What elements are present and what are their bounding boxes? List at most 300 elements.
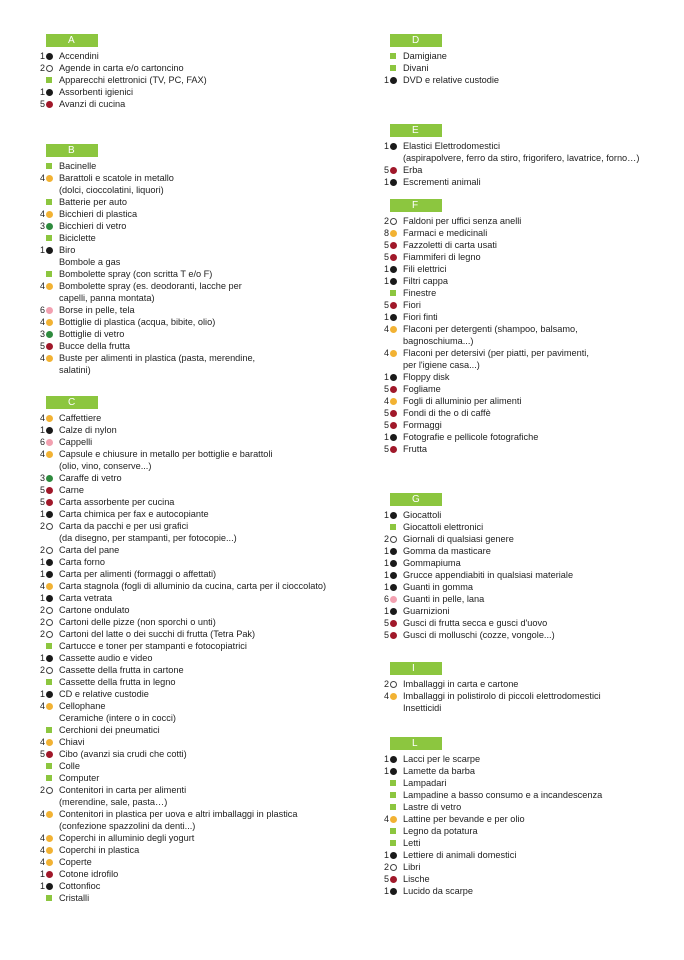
category-number: 4 [39,581,45,591]
category-number: 1 [383,75,389,85]
black-dot-icon [390,143,397,150]
list-item [36,772,346,784]
item-label: Lucido da scarpe [403,886,473,896]
pink-dot-icon [46,439,53,446]
item-label: per l'igiene casa...) [403,360,480,370]
category-number: 3 [39,473,45,483]
category-number: 1 [383,510,389,520]
category-number: 5 [383,444,389,454]
category-number: 5 [383,165,389,175]
orange-dot-icon [390,230,397,237]
item-label: Agende in carta e/o cartoncino [59,63,184,73]
list-item [36,856,346,868]
black-dot-icon [390,266,397,273]
black-dot-icon [390,852,397,859]
black-dot-icon [46,883,53,890]
category-number: 2 [39,545,45,555]
list-item [380,323,680,347]
section-d [380,34,680,86]
category-number: 1 [39,689,45,699]
list-item [380,581,680,593]
item-label: bagnoschiuma...) [403,336,474,346]
red-dot-icon [390,302,397,309]
open-circle-icon [390,218,397,225]
black-dot-icon [390,77,397,84]
section-header-i: I [390,662,442,675]
item-label: Letti [403,838,421,848]
list-item [380,419,680,431]
list-item [36,86,346,98]
item-label: Calze di nylon [59,425,117,435]
list-item [380,765,680,777]
list-item [380,777,680,789]
item-label: Carta chimica per fax e autocopiante [59,509,209,519]
item-label: Fiori finti [403,312,438,322]
item-label: Bucce della frutta [59,341,130,351]
category-number: 5 [383,420,389,430]
list-item [36,892,346,904]
section-header-g: G [390,493,442,506]
list-item [380,50,680,62]
item-label: Fogli di alluminio per alimenti [403,396,522,406]
item-label: Farmaci e medicinali [403,228,488,238]
item-label: Legno da potatura [403,826,478,836]
list-item [36,520,346,544]
green-square-icon [390,828,396,834]
category-number: 5 [383,252,389,262]
item-label: Borse in pelle, tela [59,305,135,315]
red-dot-icon [390,422,397,429]
list-item [380,74,680,86]
item-label: Imballaggi in carta e cartone [403,679,519,689]
category-number: 4 [39,845,45,855]
list-item [380,140,680,164]
red-dot-icon [390,167,397,174]
item-label: Libri [403,862,421,872]
category-number: 1 [383,766,389,776]
item-label: Damigiane [403,51,447,61]
list-item [36,280,346,304]
green-square-icon [46,679,52,685]
item-label: Cappelli [59,437,93,447]
category-number: 1 [39,557,45,567]
section-header-b: B [46,144,98,157]
green-square-icon [390,524,396,530]
black-dot-icon [46,571,53,578]
item-label: (da disegno, per stampanti, per fotocopie...) [59,533,237,543]
list-item [36,736,346,748]
item-label: Bicchieri di vetro [59,221,127,231]
green-square-icon [46,199,52,205]
category-number: 1 [383,606,389,616]
black-dot-icon [390,548,397,555]
orange-dot-icon [46,175,53,182]
category-number: 1 [383,546,389,556]
black-dot-icon [390,768,397,775]
green-square-icon [390,792,396,798]
black-dot-icon [390,572,397,579]
list-item [36,700,346,724]
category-number: 1 [383,177,389,187]
category-number: 5 [39,485,45,495]
item-label: Guanti in pelle, lana [403,594,485,604]
category-number: 4 [39,833,45,843]
item-label: (olio, vino, conserve...) [59,461,152,471]
list-item [36,676,346,688]
item-label: Giornali di qualsiasi genere [403,534,514,544]
list-item [36,232,346,244]
category-number: 4 [39,809,45,819]
orange-dot-icon [46,703,53,710]
item-label: Fiori [403,300,421,310]
list-item [36,784,346,808]
item-label: Frutta [403,444,427,454]
category-number: 1 [383,754,389,764]
item-label: Carta del pane [59,545,120,555]
category-number: 4 [39,737,45,747]
list-item [380,347,680,371]
red-dot-icon [390,446,397,453]
item-label: Cottonfioc [59,881,101,891]
list-item [36,98,346,110]
list-item [380,801,680,813]
list-item [380,605,680,617]
item-label: Computer [59,773,100,783]
list-item [36,832,346,844]
item-label: Filtri cappa [403,276,448,286]
green-square-icon [46,77,52,83]
item-label: DVD e relative custodie [403,75,500,85]
list-item [36,160,346,172]
category-number: 2 [39,605,45,615]
category-number: 6 [39,305,45,315]
list-item [380,239,680,251]
category-number: 1 [383,886,389,896]
item-label: Gommapiuma [403,558,461,568]
list-item [36,74,346,86]
category-number: 6 [39,437,45,447]
list-item [36,628,346,640]
list-item [380,753,680,765]
list-item [36,688,346,700]
black-dot-icon [390,608,397,615]
item-label: Lastre di vetro [403,802,462,812]
section-a [36,34,346,110]
orange-dot-icon [390,326,397,333]
list-item [380,509,680,521]
item-label: Carta forno [59,557,105,567]
list-item [36,448,346,472]
red-dot-icon [46,499,53,506]
item-label: Ceramiche (intere o in cocci) [59,713,176,723]
list-item [36,208,346,220]
item-label: Carne [59,485,85,495]
category-number: 3 [39,329,45,339]
green-square-icon [46,895,52,901]
category-number: 4 [39,701,45,711]
item-label: Fondi di the o di caffè [403,408,491,418]
list-item [380,299,680,311]
red-dot-icon [390,242,397,249]
list-item [36,616,346,628]
item-label: Lische [403,874,430,884]
section-header-f: F [390,199,442,212]
category-number: 8 [383,228,389,238]
category-number: 1 [39,51,45,61]
section-f [380,199,680,455]
orange-dot-icon [390,693,397,700]
green-square-icon [46,163,52,169]
list-item [36,844,346,856]
item-label: Cartoni delle pizze (non sporchi o unti) [59,617,216,627]
list-item [380,215,680,227]
black-dot-icon [46,247,53,254]
item-label: Lettiere di animali domestici [403,850,517,860]
dark-green-dot-icon [46,223,53,230]
item-label: Cassette della frutta in legno [59,677,176,687]
red-dot-icon [390,254,397,261]
list-item [380,275,680,287]
orange-dot-icon [46,739,53,746]
item-label: Cristalli [59,893,90,903]
list-item [36,484,346,496]
list-item [36,244,346,268]
green-square-icon [390,804,396,810]
item-label: Caraffe di vetro [59,473,122,483]
open-circle-icon [390,864,397,871]
list-item [380,545,680,557]
item-label: Contenitori in plastica per uova e altri imballaggi in plastica [59,809,298,819]
orange-dot-icon [46,319,53,326]
category-number: 5 [383,618,389,628]
pink-dot-icon [46,307,53,314]
open-circle-icon [390,536,397,543]
list-item [36,748,346,760]
orange-dot-icon [390,398,397,405]
item-label: Fili elettrici [403,264,447,274]
black-dot-icon [390,314,397,321]
list-item [380,263,680,275]
category-number: 1 [383,141,389,151]
list-item [380,813,680,825]
item-label: Lacci per le scarpe [403,754,481,764]
red-dot-icon [390,620,397,627]
section-c [36,396,346,904]
item-label: Guarnizioni [403,606,450,616]
list-item [36,568,346,580]
category-number: 1 [39,509,45,519]
item-label: Capsule e chiusure in metallo per bottiglie e barattoli [59,449,273,459]
item-label: Accendini [59,51,99,61]
orange-dot-icon [46,355,53,362]
orange-dot-icon [46,451,53,458]
red-dot-icon [390,410,397,417]
section-b [36,144,346,376]
green-square-icon [390,840,396,846]
black-dot-icon [390,374,397,381]
item-label: Formaggi [403,420,442,430]
category-number: 5 [383,408,389,418]
green-square-icon [390,780,396,786]
item-label: Fiammiferi di legno [403,252,481,262]
list-item [380,533,680,545]
item-label: Carta assorbente per cucina [59,497,175,507]
item-label: Cartoni del latte o dei succhi di frutta (Tetra Pak) [59,629,256,639]
item-label: Flaconi per detergenti (shampoo, balsamo, [403,324,578,334]
list-item [36,724,346,736]
item-label: Fotografie e pellicole fotografiche [403,432,539,442]
list-item [380,837,680,849]
item-label: capelli, panna montata) [59,293,155,303]
item-label: Bottiglie di vetro [59,329,125,339]
list-item [380,164,680,176]
green-square-icon [390,65,396,71]
item-label: Gomma da masticare [403,546,491,556]
list-item [36,496,346,508]
green-square-icon [46,775,52,781]
category-number: 2 [39,629,45,639]
item-label: Colle [59,761,80,771]
item-label: (confezione spazzolini da denti...) [59,821,196,831]
category-number: 1 [383,850,389,860]
open-circle-icon [46,667,53,674]
black-dot-icon [390,584,397,591]
item-label: Giocattoli elettronici [403,522,484,532]
list-item [36,340,346,352]
orange-dot-icon [390,816,397,823]
orange-dot-icon [46,847,53,854]
item-label: Carta vetrata [59,593,113,603]
red-dot-icon [46,487,53,494]
orange-dot-icon [390,350,397,357]
green-square-icon [46,271,52,277]
black-dot-icon [46,691,53,698]
list-item [36,328,346,340]
item-label: Fazzoletti di carta usati [403,240,497,250]
green-square-icon [46,763,52,769]
item-label: Cassette della frutta in cartone [59,665,184,675]
black-dot-icon [390,179,397,186]
item-label: Cerchioni dei pneumatici [59,725,160,735]
list-item [380,443,680,455]
orange-dot-icon [46,811,53,818]
orange-dot-icon [46,415,53,422]
category-number: 2 [39,785,45,795]
black-dot-icon [46,595,53,602]
item-label: Giocattoli [403,510,442,520]
list-item [36,62,346,74]
list-item [36,556,346,568]
category-number: 6 [383,594,389,604]
item-label: Cotone idrofilo [59,869,119,879]
category-number: 1 [383,312,389,322]
black-dot-icon [46,53,53,60]
section-header-d: D [390,34,442,47]
item-label: Cibo (avanzi sia crudi che cotti) [59,749,187,759]
list-item [380,617,680,629]
category-number: 2 [39,63,45,73]
list-item [36,472,346,484]
list-item [36,760,346,772]
item-label: Cartone ondulato [59,605,130,615]
list-item [380,690,680,714]
category-number: 4 [39,173,45,183]
list-item [36,172,346,196]
black-dot-icon [46,655,53,662]
category-number: 2 [39,665,45,675]
list-item [36,604,346,616]
orange-dot-icon [46,211,53,218]
list-item [36,220,346,232]
red-dot-icon [46,101,53,108]
item-label: Guanti in gomma [403,582,473,592]
item-label: Bacinelle [59,161,97,171]
item-label: Cellophane [59,701,106,711]
category-number: 1 [39,569,45,579]
orange-dot-icon [46,835,53,842]
open-circle-icon [46,607,53,614]
black-dot-icon [390,888,397,895]
item-label: Biro [59,245,76,255]
item-label: Escrementi animali [403,177,481,187]
category-number: 1 [39,593,45,603]
section-header-l: L [390,737,442,750]
category-number: 5 [383,630,389,640]
item-label: Floppy disk [403,372,450,382]
category-number: 5 [383,384,389,394]
list-item [380,311,680,323]
item-label: Caffettiere [59,413,102,423]
list-item [380,678,680,690]
list-item [380,569,680,581]
section-l [380,737,680,897]
open-circle-icon [46,619,53,626]
list-item [380,227,680,239]
black-dot-icon [46,89,53,96]
item-label: Apparecchi elettronici (TV, PC, FAX) [59,75,207,85]
section-header-a: A [46,34,98,47]
list-item [380,557,680,569]
list-item [36,508,346,520]
green-square-icon [46,235,52,241]
category-number: 1 [39,87,45,97]
category-number: 5 [39,341,45,351]
item-label: Finestre [403,288,437,298]
item-label: Elastici Elettrodomestici [403,141,501,151]
open-circle-icon [46,65,53,72]
category-number: 4 [383,814,389,824]
list-item [36,544,346,556]
list-item [36,436,346,448]
list-item [380,62,680,74]
category-number: 1 [39,881,45,891]
item-label: Erba [403,165,423,175]
category-number: 1 [383,264,389,274]
item-label: Imballaggi in polistirolo di piccoli elettrodomestici [403,691,601,701]
item-label: Carta da pacchi e per usi grafici [59,521,189,531]
item-label: Buste per alimenti in plastica (pasta, merendine, [59,353,256,363]
item-label: Avanzi di cucina [59,99,126,109]
section-header-c: C [46,396,98,409]
category-number: 2 [39,617,45,627]
open-circle-icon [390,681,397,688]
red-dot-icon [46,751,53,758]
item-label: CD e relative custodie [59,689,149,699]
item-label: Grucce appendiabiti in qualsiasi materiale [403,570,574,580]
list-item [380,407,680,419]
category-number: 4 [39,281,45,291]
category-number: 4 [39,317,45,327]
